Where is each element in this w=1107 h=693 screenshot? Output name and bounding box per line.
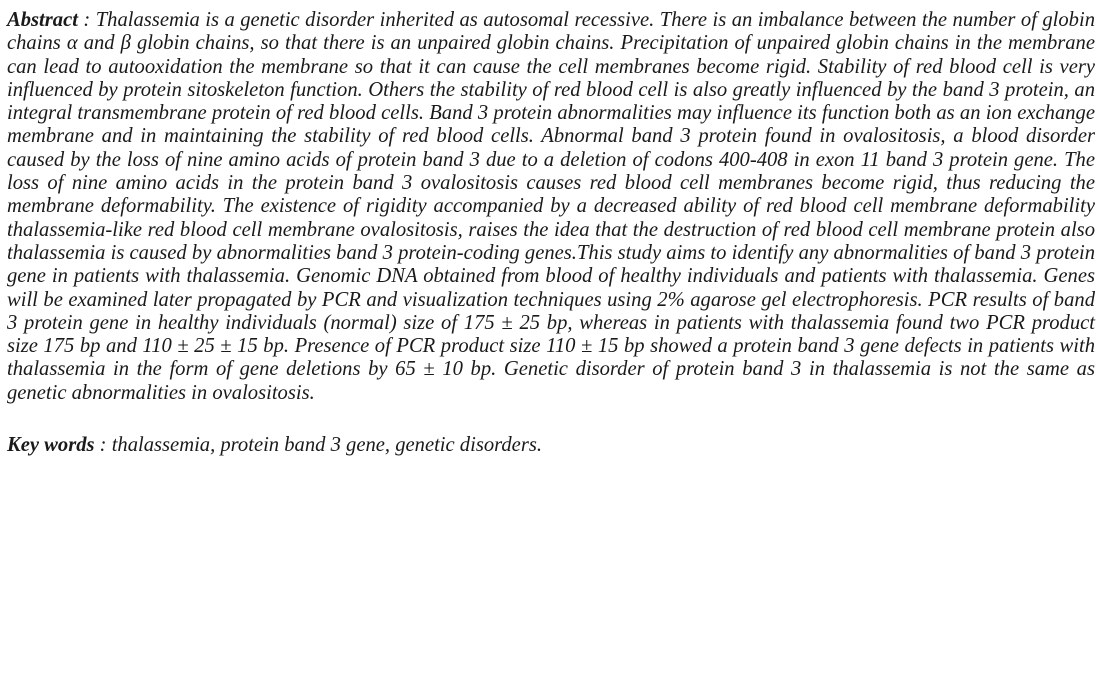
keywords-paragraph (7, 434, 1095, 457)
keywords-separator: : (94, 434, 112, 457)
abstract-label: Abstract (7, 9, 78, 31)
document-page (7, 9, 1095, 457)
abstract-paragraph (7, 9, 1095, 405)
abstract-separator: : (77, 9, 96, 31)
keywords-text: thalassemia, protein band 3 gene, genetic disorders. (111, 434, 543, 457)
abstract-text: Thalassemia is a genetic disorder inherited as autosomal recessive. There is an imbalance between the number of globin chains α and β globin chains, so that there is an unpaired globin chains. Precipitation of unpaired globin chains in the membrane can lead to autooxidation the membrane so that it can cause the cell membranes become rigid. Stability of red blood cell is very influenced by protein sitoskeleton function. Others the stability of red blood cell is also greatly influenced by the band 3 protein, an integral transmembrane protein of red blood cells. Band 3 protein abnormalities may influence its function both as an ion exchange membrane and in maintaining the stability of red blood cells. Abnormal band 3 protein found in ovalositosis, a blood disorder caused by the loss of nine amino acids of protein band 3 due to a deletion of codons 400-408 in exon 11 band 3 protein gene. The loss of nine amino acids in the protein band 3 ovalositosis causes red blood cell membranes become rigid, thus reducing the membrane deformability. The existence of rigidity accompanied by a decreased ability of red blood cell membrane deformability thalassemia-like red blood cell membrane ovalositosis, raises the idea that the destruction of red blood cell membrane protein also thalassemia is caused by abnormalities band 3 protein-coding genes.This study aims to identify any abnormalities of band 3 protein gene in patients with thalassemia. Genomic DNA obtained from blood of healthy individuals and patients with thalassemia. Genes will be examined later propagated by PCR and visualization techniques using 2% agarose gel electrophoresis. PCR results of band 3 protein gene in healthy individuals (normal) size of 175 ± 25 bp, whereas in patients with thalassemia found two PCR product size 175 bp and 110 ± 25 ± 15 bp. Presence of PCR product size 110 ± 15 bp showed a protein band 3 gene defects in patients with thalassemia in the form of gene deletions by 65 ± 10 bp. Genetic disorder of protein band 3 in thalassemia is not the same as genetic abnormalities in ovalositosis. (7, 9, 1095, 404)
keywords-label: Key words (7, 434, 95, 457)
